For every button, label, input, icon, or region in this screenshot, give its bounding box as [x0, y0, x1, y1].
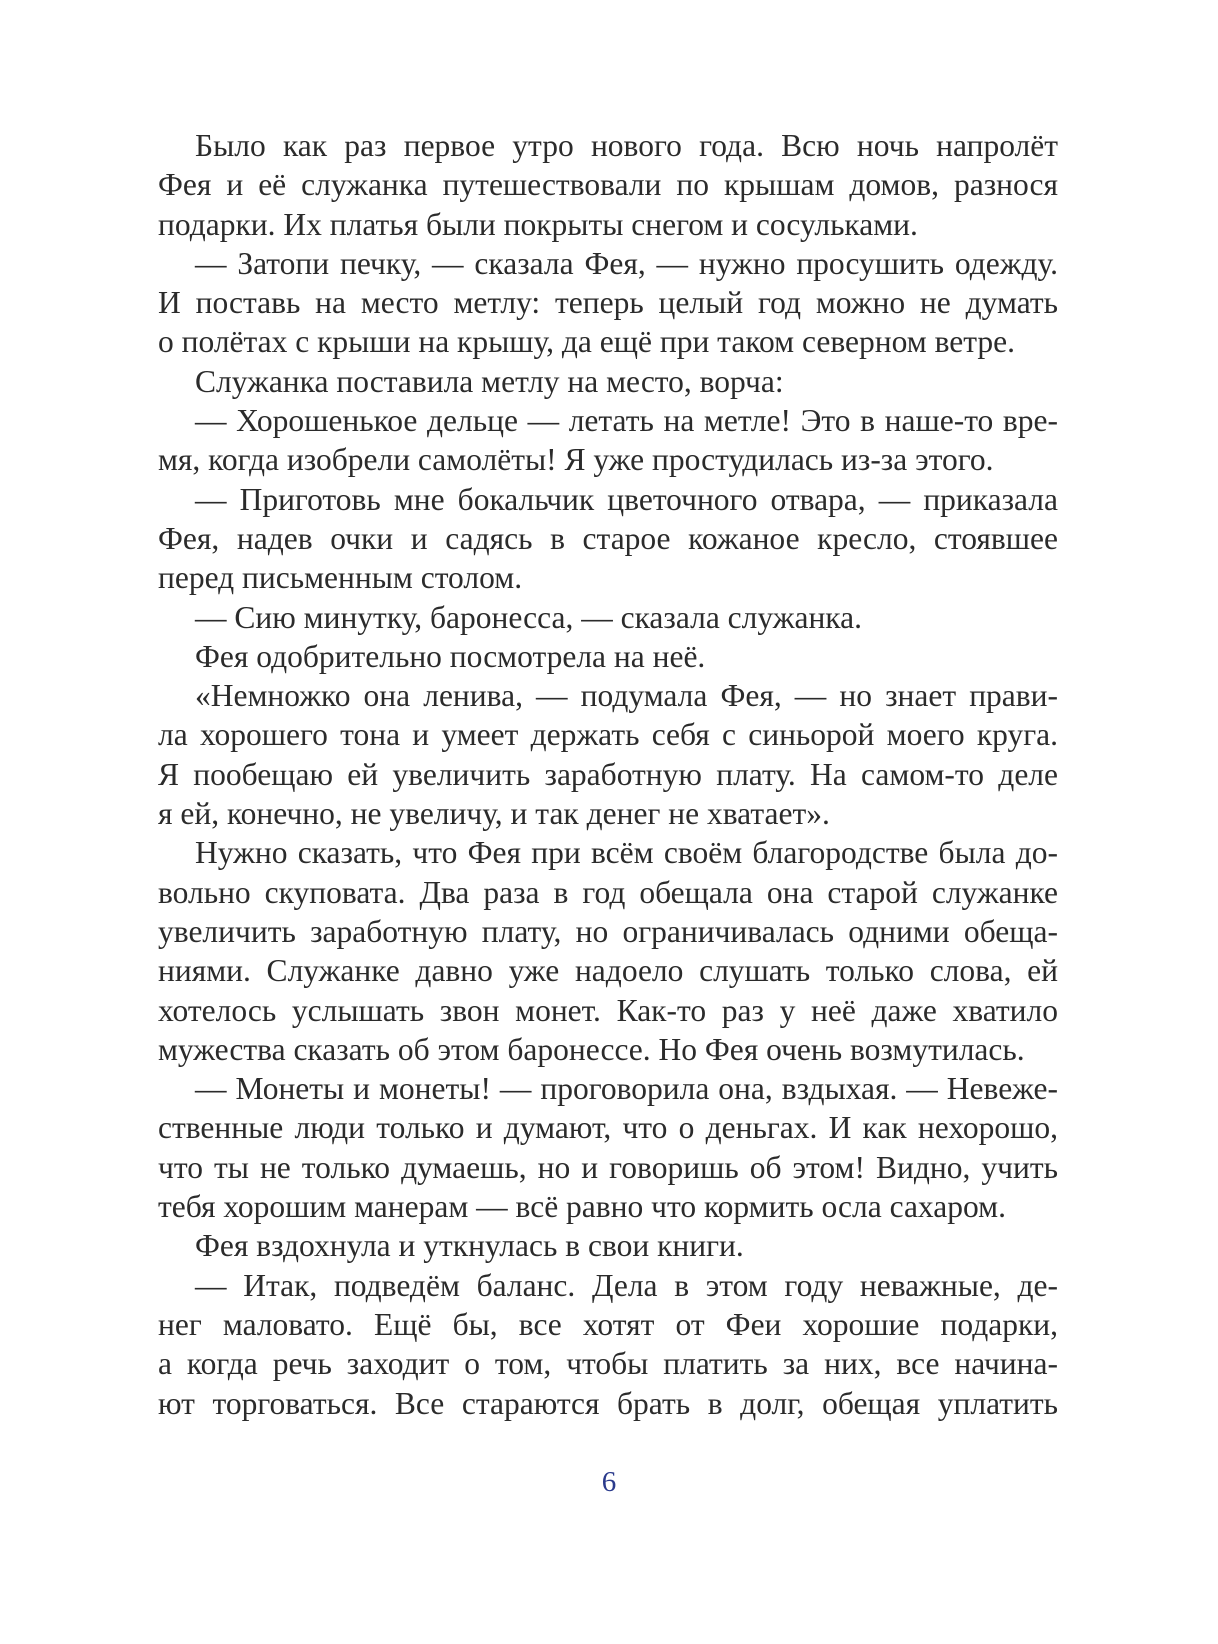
text-line: а когда речь заходит о том, чтобы платить за них, все начина- [158, 1346, 1058, 1382]
text-line: Фея и её служанка путешествовали по крышам домов, разнося [158, 167, 1058, 203]
text-line: ниями. Служанке давно уже надоело слушать только слова, ей [158, 953, 1058, 989]
text-line: Фея вздохнула и уткнулась в свои книги. [195, 1228, 744, 1264]
body-text [158, 126, 1058, 1423]
text-line: Я пообещаю ей увеличить заработную плату. На самом-то деле [158, 756, 1058, 792]
text-line: Фея, надев очки и садясь в старое кожаное кресло, стоявшее [158, 520, 1058, 556]
text-line: ла хорошего тона и умеет держать себя с синьорой моего круга. [158, 717, 1058, 753]
text-line: ственные люди только и думают, что о деньгах. И как нехорошо, [158, 1110, 1058, 1146]
text-line: нег маловато. Ещё бы, все хотят от Феи хорошие подарки, [158, 1306, 1058, 1342]
text-line: ют торговаться. Все стараются брать в долг, обещая уплатить [158, 1385, 1058, 1421]
page-number: 6 [601, 1466, 617, 1498]
text-line: хотелось услышать звон монет. Как-то раз у неё даже хватило [158, 992, 1058, 1028]
text-line: подарки. Их платья были покрыты снегом и сосульками. [158, 206, 918, 242]
text-line: мужества сказать об этом баронессе. Но Фея очень возмутилась. [158, 1031, 1025, 1067]
text-line: — Хорошенькое дельце — летать на метле! Это в наше-то вре- [195, 403, 1058, 439]
text-line: вольно скуповата. Два раза в год обещала она старой служанке [158, 874, 1058, 910]
text-line: Служанка поставила метлу на место, ворча: [195, 363, 784, 399]
text-line: — Приготовь мне бокальчик цветочного отвара, — приказала [195, 481, 1058, 517]
text-line: о полётах с крыши на крышу, да ещё при таком северном ветре. [158, 324, 1015, 360]
text-line: перед письменным столом. [158, 560, 523, 596]
text-line: тебя хорошим манерам — всё равно что кормить осла сахаром. [158, 1189, 1006, 1225]
text-line: что ты не только думаешь, но и говоришь об этом! Видно, учить [158, 1149, 1058, 1185]
text-line: «Немножко она ленива, — подумала Фея, — но знает прави- [195, 678, 1058, 714]
text-line: — Монеты и монеты! — проговорила она, вздыхая. — Невеже- [195, 1071, 1058, 1107]
text-line: я ей, конечно, не увеличу, и так денег не хватает». [158, 796, 830, 832]
text-line: — Затопи печку, — сказала Фея, — нужно просушить одежду. [195, 245, 1058, 281]
text-line: Фея одобрительно посмотрела на неё. [195, 638, 706, 674]
text-line: Было как раз первое утро нового года. Всю ночь напролёт [195, 128, 1058, 163]
text-line: — Сию минутку, баронесса, — сказала служанка. [195, 599, 862, 635]
text-line: увеличить заработную плату, но ограничивалась одними обеща- [158, 913, 1058, 949]
text-line: Нужно сказать, что Фея при всём своём благородстве была до- [195, 835, 1058, 871]
text-line: мя, когда изобрели самолёты! Я уже простудилась из-за этого. [158, 442, 994, 478]
text-line: — Итак, подведём баланс. Дела в этом году неважные, де- [195, 1267, 1058, 1303]
text-line: И поставь на место метлу: теперь целый год можно не думать [158, 285, 1058, 321]
